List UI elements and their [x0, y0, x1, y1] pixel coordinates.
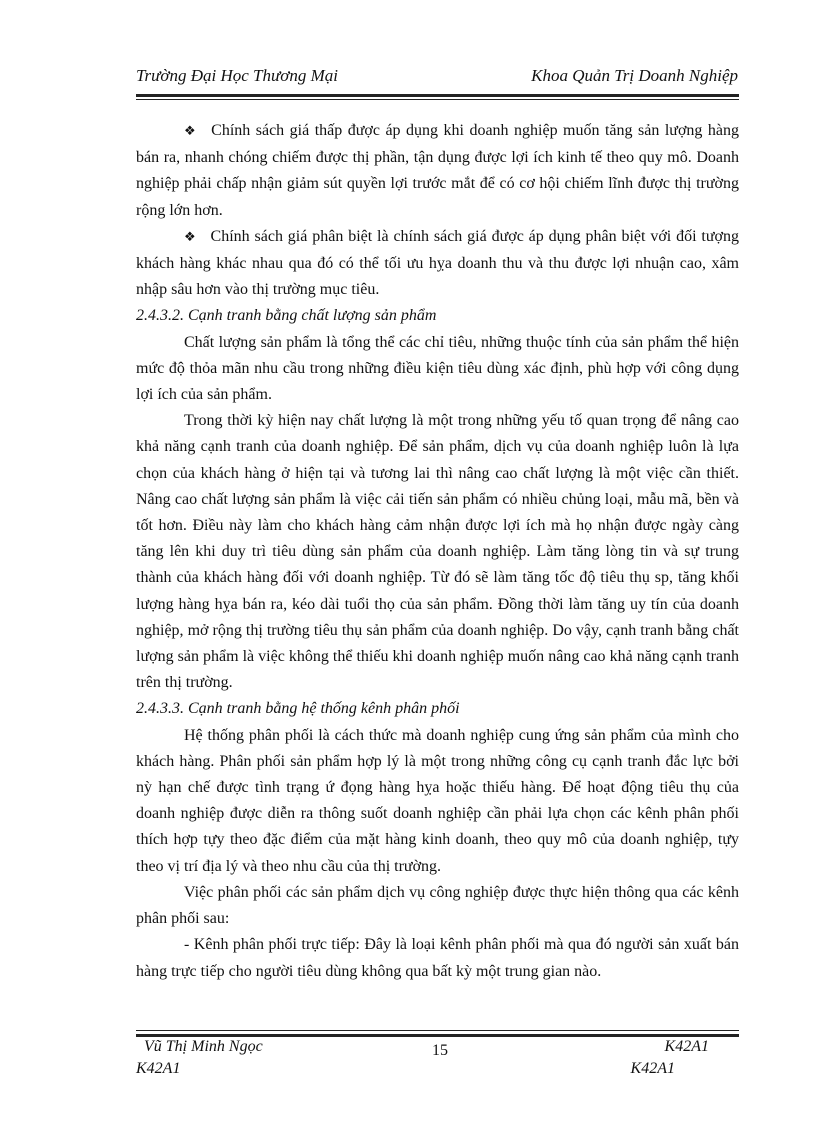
section-heading-distribution: 2.4.3.3. Cạnh tranh bằng hệ thống kênh phân phối — [136, 700, 460, 718]
bullet-diamond-icon: ❖ — [184, 124, 198, 139]
paragraph-direct-channel: - Kênh phân phối trực tiếp: Đây là loại kênh phân phối mà qua đó người sản xuất bán hàng trực tiếp cho người tiêu dùng không qua bất kỳ một trung gian nào. — [136, 936, 739, 980]
paragraph-price-discrimination: ❖ Chính sách giá phân biệt là chính sách giá được áp dụng phân biệt với đối tượng khách hàng khác nhau qua đó có thể tối ưu hỵa doanh thu và thu được lợi nhuận cao, xâm nhập sâu hơn vào thị trường mục tiêu. — [136, 227, 740, 299]
header-rule-thin — [136, 99, 739, 100]
header-rule-thick — [136, 94, 739, 97]
footer-class-right-1: K42A1 — [664, 1038, 709, 1055]
footer-class-right-2: K42A1 — [630, 1060, 675, 1077]
header-university: Trường Đại Học Thương Mại — [136, 66, 338, 85]
document-body — [136, 118, 739, 985]
footer-rule-thick — [136, 1034, 739, 1037]
paragraph-distribution-system: Hệ thống phân phối là cách thức mà doanh nghiệp cung ứng sản phẩm của mình cho khách hàng. Phân phối sản phẩm hợp lý là một trong những công cụ cạnh tranh đắc lực bởi nỳ hạn chế được tình trạng ứ đọng hàng hỵa hoặc thiếu hàng. Để hoạt động tiêu thụ của doanh nghiệp được diễn ra thông suốt doanh nghiệp cần phải lựa chọn các kênh phân phối thích hợp tựy theo đặc điểm của mặt hàng kinh doanh, theo quy mô của doanh nghiệp, tựy theo vị trí địa lý và theo nhu cầu của thị trường. — [136, 726, 739, 875]
paragraph-low-price: ❖ Chính sách giá thấp được áp dụng khi doanh nghiệp muốn tăng sản lượng hàng bán ra, nhanh chóng chiếm được thị phần, tận dụng được lợi ích kinh tế theo quy mô. Doanh nghiệp phải chấp nhận giảm sút quyền lợi trước mắt để có cơ hội chiếm lĩnh được thị trường rộng lớn hơn. — [136, 122, 739, 219]
bullet-diamond-icon: ❖ — [184, 229, 197, 245]
paragraph-distribution-channels: Việc phân phối các sản phẩm dịch vụ công nghiệp được thực hiện thông qua các kênh phân phối sau: — [136, 883, 739, 928]
page-number: 15 — [432, 1042, 448, 1059]
paragraph-quality-importance: Trong thời kỳ hiện nay chất lượng là một trong những yếu tố quan trọng để nâng cao khả năng cạnh tranh của doanh nghiệp. Để sản phẩm, dịch vụ của doanh nghiệp luôn là lựa chọn của khách hàng ở hiện tại và tương lai thì nâng cao chất lượng là một việc cần thiết. Nâng cao chất lượng sản phẩm là việc cải tiến sản phẩm có nhiều chủng loại, mẫu mã, bền và tốt hơn. Điều này làm cho khách hàng cảm nhận được lợi ích mà họ nhận được ngày càng tăng lên khi duy trì tiêu dùng sản phẩm của doanh nghiệp. Làm tăng lòng tin và sự trung thành của khách hàng đối với doanh nghiệp. Từ đó sẽ làm tăng tốc độ tiêu thụ sp, tăng khối lượng hàng hỵa bán ra, kéo dài tuổi thọ của sản phẩm. Đồng thời làm tăng uy tín của doanh nghiệp, mở rộng thị trường tiêu thụ sản phẩm của doanh nghiệp. Do vậy, cạnh tranh bằng chất lượng sản phẩm là việc không thể thiếu khi doanh nghiệp muốn nâng cao khả năng cạnh tranh trên thị trường. — [136, 412, 739, 692]
paragraph-quality-definition: Chất lượng sản phẩm là tổng thể các chỉ tiêu, những thuộc tính của sản phẩm thể hiện mức độ thỏa mãn nhu cầu trong những điều kiện tiêu dùng xác định, phù hợp với công dụng lợi ích của sản phẩm. — [136, 333, 739, 404]
section-heading-quality: 2.4.3.2. Cạnh tranh bằng chất lượng sản phẩm — [136, 307, 437, 325]
footer-author: Vũ Thị Minh Ngọc — [144, 1038, 263, 1055]
footer-class-left: K42A1 — [136, 1060, 181, 1077]
header-faculty: Khoa Quản Trị Doanh Nghiệp — [531, 66, 738, 85]
footer-rule-thin — [136, 1030, 739, 1031]
page-header — [136, 66, 738, 92]
